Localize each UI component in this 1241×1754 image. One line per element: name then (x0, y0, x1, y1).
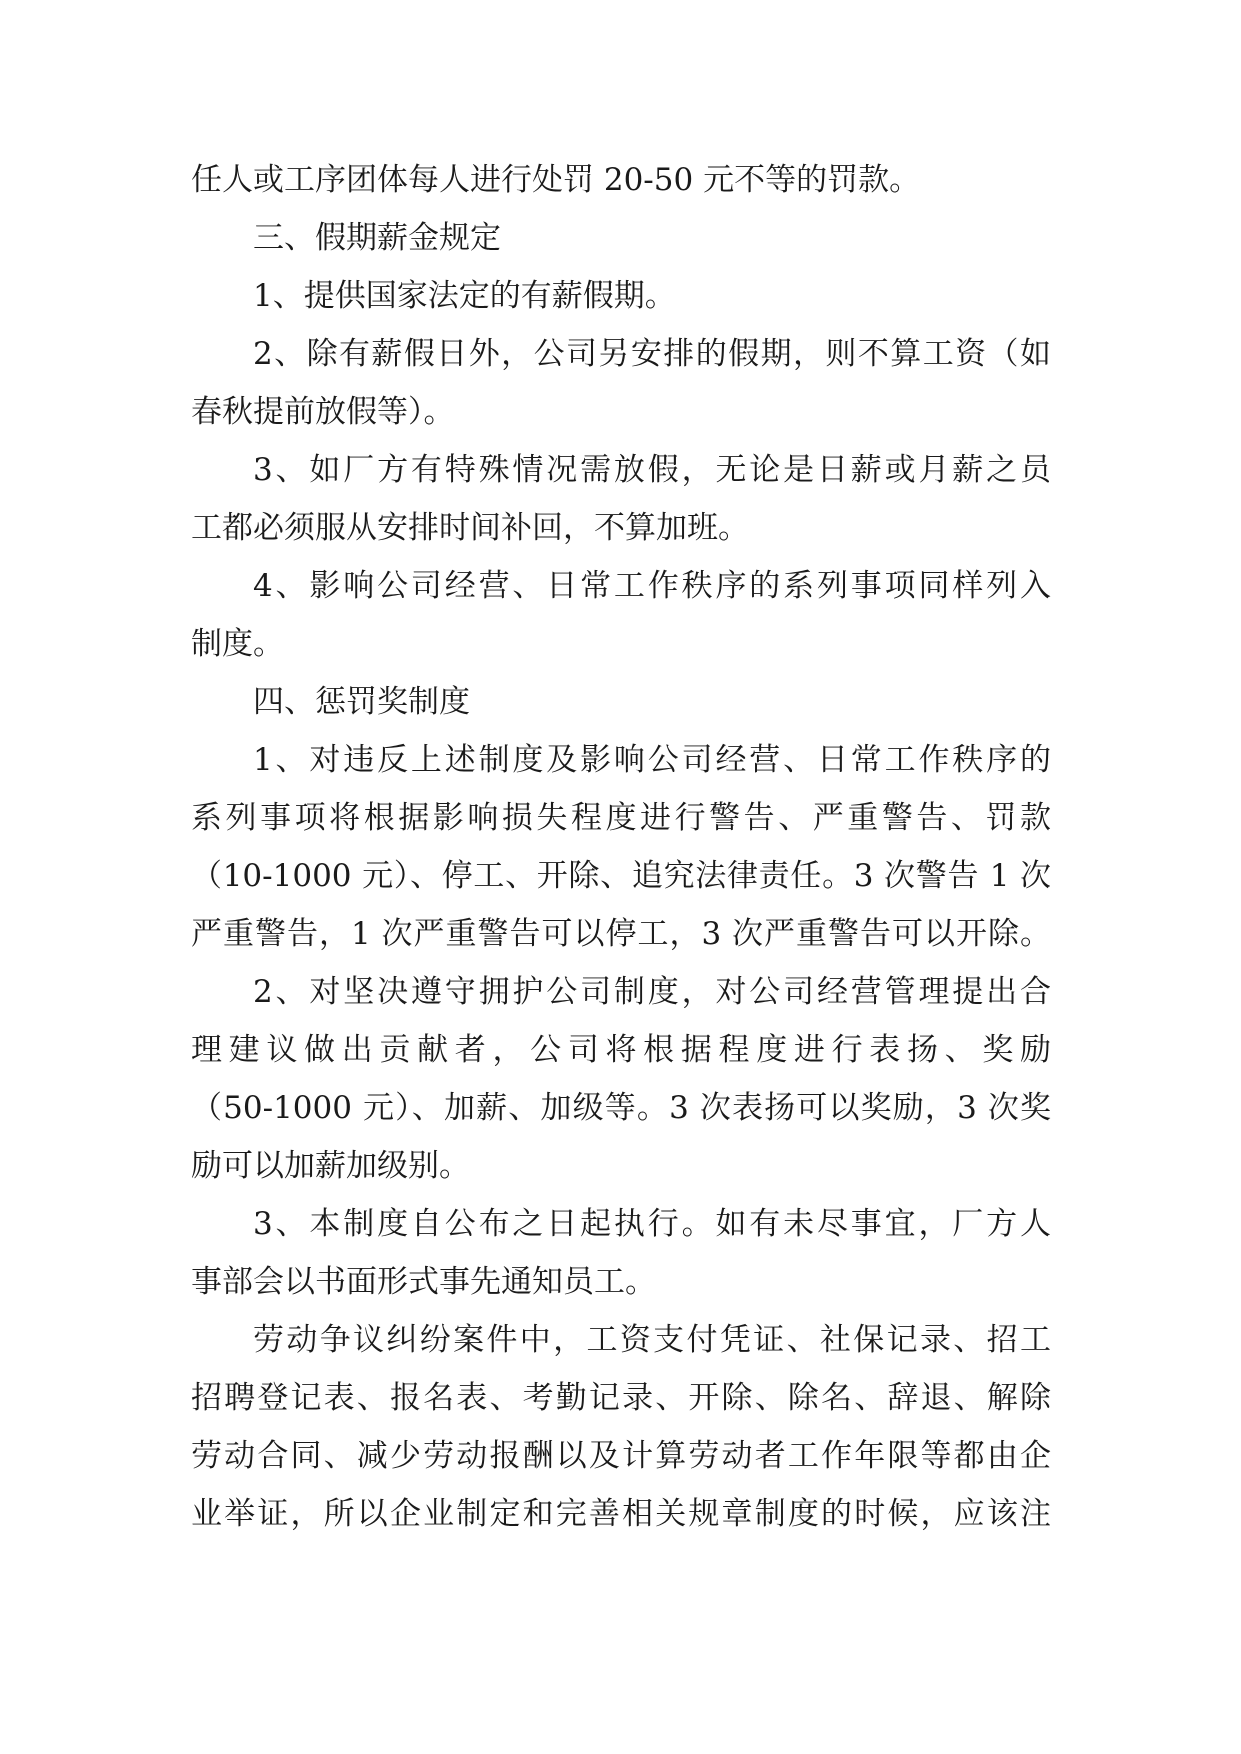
text-line: 3、本制度自公布之日起执行。如有未尽事宜，厂方人 (253, 1206, 1051, 1242)
text-line: 任人或工序团体每人进行处罚 20-50 元不等的罚款。 (191, 162, 921, 198)
text-line: （50-1000 元）、加薪、加级等。3 次表扬可以奖励，3 次奖 (191, 1090, 1051, 1126)
text-line: 励可以加薪加级别。 (191, 1148, 470, 1184)
text-line: （10-1000 元）、停工、开除、追究法律责任。3 次警告 1 次 (191, 858, 1051, 894)
text-line: 工都必须服从安排时间补回，不算加班。 (191, 510, 749, 546)
text-line: 1、提供国家法定的有薪假期。 (253, 278, 676, 314)
text-line: 劳动合同、减少劳动报酬以及计算劳动者工作年限等都由企 (191, 1438, 1051, 1474)
text-line: 理建议做出贡献者，公司将根据程度进行表扬、奖励 (191, 1032, 1051, 1068)
text-line: 劳动争议纠纷案件中，工资支付凭证、社保记录、招工 (253, 1322, 1051, 1358)
text-line: 严重警告，1 次严重警告可以停工，3 次严重警告可以开除。 (191, 916, 1051, 952)
text-line: 1、对违反上述制度及影响公司经营、日常工作秩序的 (253, 742, 1051, 778)
text-line: 业举证，所以企业制定和完善相关规章制度的时候，应该注 (191, 1496, 1051, 1532)
section-heading: 三、假期薪金规定 (253, 220, 501, 256)
text-line: 制度。 (191, 626, 284, 662)
text-line: 系列事项将根据影响损失程度进行警告、严重警告、罚款 (191, 800, 1051, 836)
text-line: 2、除有薪假日外，公司另安排的假期，则不算工资（如 (253, 336, 1051, 372)
text-line: 招聘登记表、报名表、考勤记录、开除、除名、辞退、解除 (191, 1380, 1051, 1416)
text-line: 3、如厂方有特殊情况需放假，无论是日薪或月薪之员 (253, 452, 1051, 488)
text-line: 4、影响公司经营、日常工作秩序的系列事项同样列入 (253, 568, 1051, 604)
text-line: 2、对坚决遵守拥护公司制度，对公司经营管理提出合 (253, 974, 1051, 1010)
text-line: 事部会以书面形式事先通知员工。 (191, 1264, 656, 1300)
section-heading: 四、惩罚奖制度 (253, 684, 470, 720)
text-line: 春秋提前放假等）。 (191, 394, 455, 430)
